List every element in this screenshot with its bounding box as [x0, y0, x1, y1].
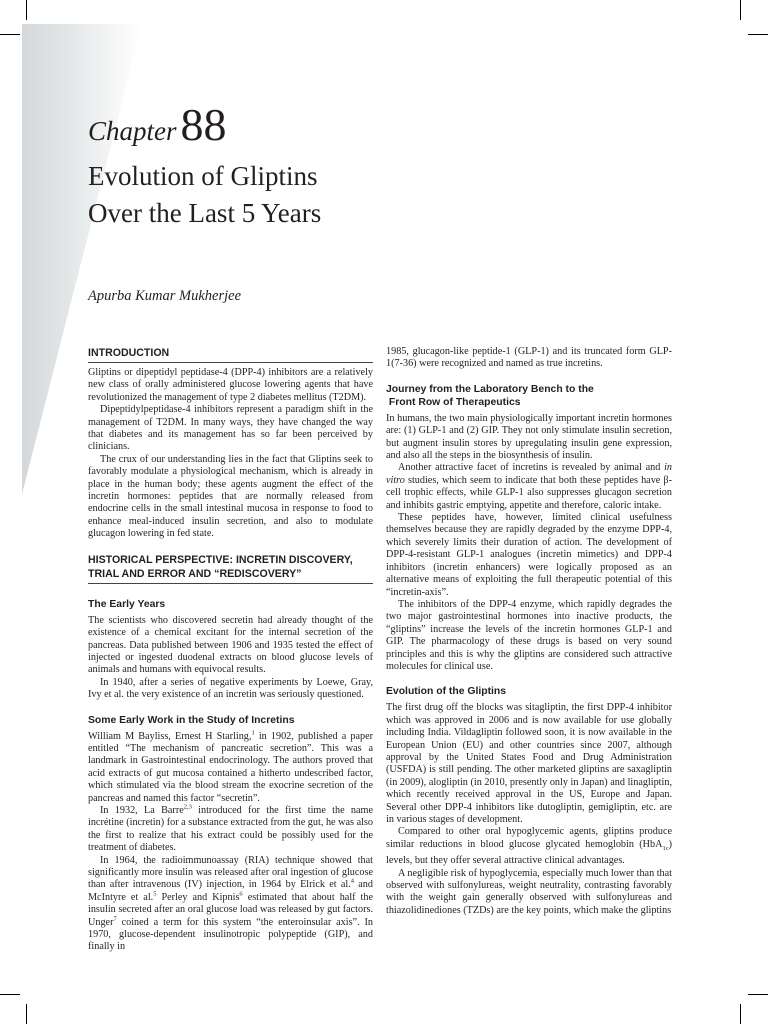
journey-heading-line-1: Journey from the Laboratory Bench to the: [386, 383, 594, 395]
journey-heading: [386, 383, 672, 409]
paragraph: The scientists who discovered secretin had already thought of the existence of a chemical excitant for the internal secretion of the pancreas. Data published between 1906 and 1935 tested the effect of injected or ingested duodenal extracts on blood glucose levels of animals and humans with equivocal results.: [88, 614, 373, 676]
some-early-work-heading: Some Early Work in the Study of Incretins: [88, 714, 295, 726]
paragraph: The first drug off the blocks was sitagliptin, the first DPP-4 inhibitor which was approved in 2006 and is now available for use globally including India. Vildagliptin followed soon, it is now available in the European Union (EU) and other countries since 2007, although approval by the United States Food and Drug Administration (USFDA) is still pending. The other marketed gliptins are saxagliptin (in 2009), alogliptin (in 2010, presently only in Japan) and linagliptin, which recently received approval in the US, Europe and Japan. Several other DPP-4 inhibitors like dutogliptin, gemigliptin, etc. are in various stages of development.: [386, 702, 672, 825]
crop-mark: [0, 34, 20, 35]
paragraph: In 1964, the radioimmunoassay (RIA) technique showed that significantly more insulin was released after oral ingestion of glucose than after intravenous (IV) injection, in 1964 by Elrick et al.$^4$ and McIntyre et al.$^5$ Perley and Kipnis$^6$ estimated that about half the insulin secreted after an oral glucose load was released by gut factors. Unger$^7$ coined a term for this system “the enteroinsular axis”. In 1970, glucose-dependent insulinotropic polypeptide (GIP), and finally in: [88, 854, 374, 953]
right-column: [386, 346, 672, 917]
chapter-word: Chapter: [88, 116, 177, 146]
chapter-number: 88: [180, 99, 227, 150]
paragraph: The inhibitors of the DPP-4 enzyme, which rapidly degrades the two major gastrointestinal hormones into inactive products, the “gliptins” increase the levels of the incretin hormones GLP-1 and GIP. The pharmacology of these drugs is based on very sound principles and this is why the gliptins are considered such attractive molecules for clinical use.: [386, 598, 672, 672]
paragraph: Compared to other oral hypoglycemic agents, gliptins produce similar reductions in blood glucose glycated hemoglobin (HbA$_{1c}$) levels, but they offer several attractive clinical advantages.: [386, 826, 672, 867]
crop-mark: [26, 0, 27, 20]
crop-mark: [0, 994, 20, 995]
introduction-heading: INTRODUCTION: [88, 346, 373, 363]
evolution-heading: Evolution of the Gliptins: [386, 686, 507, 698]
crop-mark: [740, 0, 741, 20]
left-column: [88, 346, 373, 954]
historical-heading-line-2: TRIAL AND ERROR AND “REDISCOVERY”: [88, 567, 302, 580]
paragraph: The crux of our understanding lies in the fact that Gliptins seek to favorably modulate a physiological mechanism, which is already in place in the human body; these agents augment the effect of the incretin hormones: peptides that are normally released from endocrine cells in the small intestinal mucosa in response to food to enhance meal-induced insulin secretion, and also to modulate glucagon lowering in fed state.: [88, 453, 373, 540]
paragraph: A negligible risk of hypoglycemia, especially much lower than that observed with sulfonylureas, weight neutrality, contrasting favorably with the weight gain generally observed with sulfonylureas and thiazolidinediones (TZDs) are the key points, which make the gliptins: [386, 867, 672, 916]
paragraph: William M Bayliss, Ernest H Starling,$^1$ in 1902, published a paper entitled “The mechanism of pancreatic secretion”. This was a landmark in Gastrointestinal endocrinology. The authors proved that acid extracts of gut mucosa contained a hitherto undescribed factor, which stimulated via the blood stream the exocrine secretion of the pancreas and named this factor “secretin”.: [88, 729, 373, 804]
crop-mark: [740, 1004, 741, 1024]
crop-mark: [26, 1004, 27, 1024]
crop-mark: [748, 34, 768, 35]
title-line-1: Evolution of Gliptins: [88, 161, 318, 191]
paragraph: 1985, glucagon-like peptide-1 (GLP-1) and its truncated form GLP-1(7-36) were recognized and named as true incretins.: [386, 346, 672, 370]
journey-heading-line-2: Front Row of Therapeutics: [388, 396, 521, 408]
paragraph: Gliptins or dipeptidyl peptidase-4 (DPP-4) inhibitors are a relatively new class of orally administered glucose lowering agents that have revolutionized the management of type 2 diabetes mellitus (T2DM).: [88, 367, 373, 403]
paragraph: Another attractive facet of incretins is revealed by animal and in vitro studies, which seem to indicate that both these peptides have β-cell trophic effects, while GLP-1 also suppresses glucagon secretion and inhibits gastric emptying, appetite and therefore, caloric intake.: [386, 462, 672, 511]
paragraph: In humans, the two main physiologically important incretin hormones are: (1) GLP-1 and (2) GIP. They not only stimulate insulin secretion, but augment insulin stores by upregulating insulin gene expression, and also all the steps in the biosynthesis of insulin.: [386, 412, 672, 462]
chapter-label: [88, 98, 227, 151]
historical-heading: [88, 553, 373, 584]
early-years-heading: The Early Years: [88, 598, 166, 610]
paragraph: These peptides have, however, limited clinical usefulness themselves because they are rapidly degraded by the enzyme DPP-4, which severely limits their duration of action. The development of DPP-4-resistant GLP-1 analogues (incretin mimetics) and DPP-4 inhibitors (incretin enhancers) were logically proposed as an alternative means of exploiting the full therapeutic potential of this “incretin-axis”.: [386, 512, 672, 598]
paragraph: In 1932, La Barre$^{2,3}$ introduced for the first time the name incrétine (incretin) for a substance extracted from the gut, he was also the first to realize that his extract could be possibly used for the treatment of diabetes.: [88, 803, 373, 854]
chapter-title: [88, 158, 321, 232]
paragraph: Dipeptidylpeptidase-4 inhibitors represent a paradigm shift in the management of T2DM. In many ways, they have changed the way that diabetes and its management has so far been perceived by clinicians.: [88, 404, 373, 453]
paragraph: In 1940, after a series of negative experiments by Loewe, Gray, Ivy et al. the very existence of an incretin was seriously questioned.: [88, 676, 373, 701]
title-line-2: Over the Last 5 Years: [88, 198, 322, 228]
historical-heading-line-1: HISTORICAL PERSPECTIVE: INCRETIN DISCOVERY,: [88, 553, 353, 566]
author: Apurba Kumar Mukherjee: [88, 288, 242, 304]
crop-mark: [748, 994, 768, 995]
